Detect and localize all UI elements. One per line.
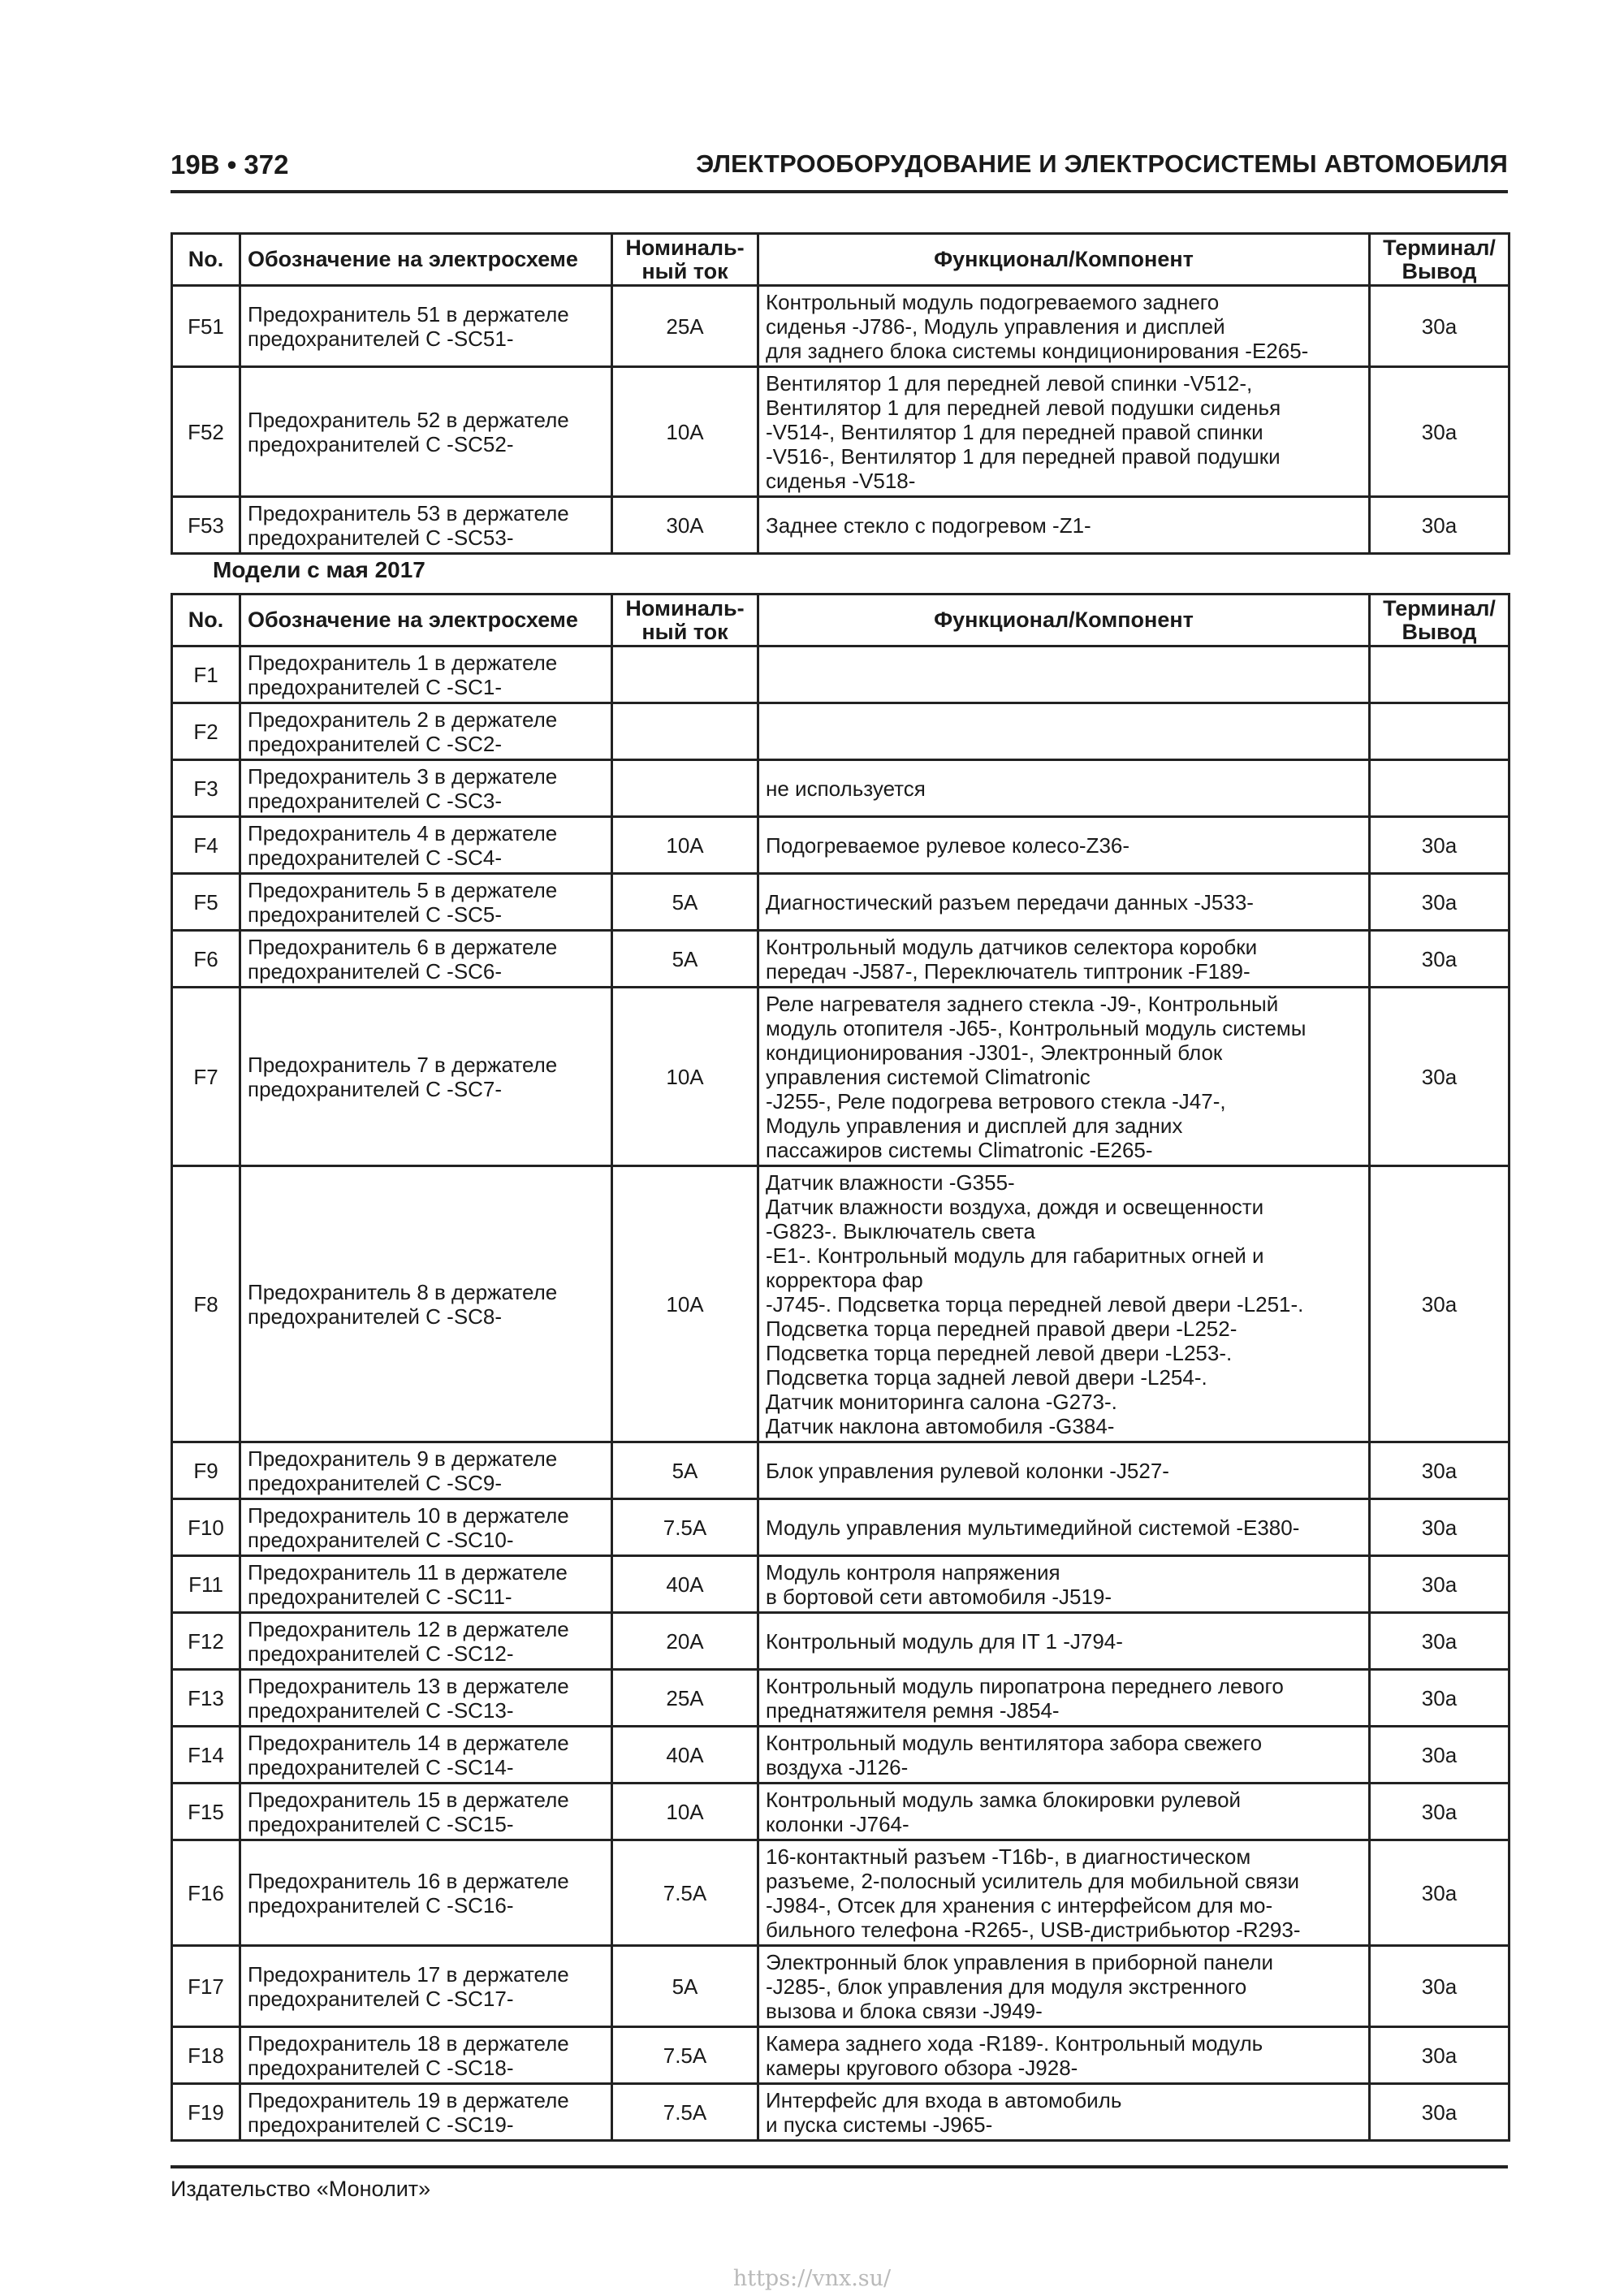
fuse-terminal [1370,703,1510,760]
fuse-function: Контрольный модуль датчиков селектора коробки передач -J587-, Переключатель типтроник -F189- [758,931,1370,988]
table-row [172,1946,1510,2027]
fuse-number: F4 [172,817,240,874]
fuse-terminal: 30a [1370,2084,1510,2141]
fuse-terminal: 30a [1370,817,1510,874]
table-row [172,1670,1510,1727]
table-row [172,286,1510,367]
fuse-designation: Предохранитель 10 в держателе предохранителей C -SC10- [240,1499,612,1556]
fuse-designation: Предохранитель 5 в держателе предохранителей C -SC5- [240,874,612,931]
col-current-header: Номиналь- ный ток [612,595,758,646]
fuse-number: F2 [172,703,240,760]
fuse-designation: Предохранитель 51 в держателе предохранителей C -SC51- [240,286,612,367]
fuse-function [758,646,1370,703]
fuse-current: 5A [612,1442,758,1499]
fuse-current: 5A [612,874,758,931]
fuse-terminal: 30a [1370,367,1510,497]
table-row [172,1784,1510,1840]
fuse-function: Подогреваемое рулевое колесо-Z36- [758,817,1370,874]
fuse-designation: Предохранитель 14 в держателе предохранителей C -SC14- [240,1727,612,1784]
fuse-designation: Предохранитель 17 в держателе предохранителей C -SC17- [240,1946,612,2027]
fuse-current: 7.5A [612,2027,758,2084]
table-row [172,817,1510,874]
fuse-designation: Предохранитель 2 в держателе предохранителей C -SC2- [240,703,612,760]
fuse-current: 40A [612,1556,758,1613]
fuse-designation: Предохранитель 16 в держателе предохранителей C -SC16- [240,1840,612,1946]
fuse-number: F14 [172,1727,240,1784]
col-function-header: Функционал/Компонент [758,234,1370,286]
fuse-function: Вентилятор 1 для передней левой спинки -V512-, Вентилятор 1 для передней левой подушки сиденья -V514-, Вентилятор 1 для передней правой спинки -V516-, Вентилятор 1 для передней правой подушки сиденья -V518- [758,367,1370,497]
table-row [172,703,1510,760]
fuse-function: Контрольный модуль подогреваемого заднего сиденья -J786-, Модуль управления и дисплей для заднего блока системы кондиционирования -E265- [758,286,1370,367]
table-header-row [172,595,1510,646]
table-row [172,1556,1510,1613]
fuse-number: F15 [172,1784,240,1840]
table-row [172,1442,1510,1499]
fuse-function: Заднее стекло с подогревом -Z1- [758,497,1370,554]
fuse-terminal: 30a [1370,1613,1510,1670]
watermark-url: https://vnx.su/ [732,2266,892,2291]
fuse-number: F5 [172,874,240,931]
col-designation-header: Обозначение на электросхеме [240,234,612,286]
fuse-current: 7.5A [612,1499,758,1556]
footer-rule [171,2165,1508,2168]
fuse-table-2 [171,593,1510,2142]
fuse-designation: Предохранитель 11 в держателе предохранителей C -SC11- [240,1556,612,1613]
page-title: ЭЛЕКТРООБОРУДОВАНИЕ И ЭЛЕКТРОСИСТЕМЫ АВТОМОБИЛЯ [696,149,1508,178]
fuse-function: Контрольный модуль вентилятора забора свежего воздуха -J126- [758,1727,1370,1784]
fuse-function: 16-контактный разъем -T16b-, в диагностическом разъеме, 2-полосный усилитель для мобильной связи -J984-, Отсек для хранения с интерфейсом для мо- бильного телефона -R265-, USB-дистрибьютор -R293- [758,1840,1370,1946]
fuse-current: 10A [612,1166,758,1442]
col-terminal-header: Терминал/ Вывод [1370,234,1510,286]
fuse-terminal: 30a [1370,1499,1510,1556]
fuse-number: F1 [172,646,240,703]
fuse-designation: Предохранитель 12 в держателе предохранителей C -SC12- [240,1613,612,1670]
fuse-function: Контрольный модуль пиропатрона переднего левого преднатяжителя ремня -J854- [758,1670,1370,1727]
fuse-terminal: 30a [1370,931,1510,988]
fuse-number: F16 [172,1840,240,1946]
fuse-designation: Предохранитель 8 в держателе предохранителей C -SC8- [240,1166,612,1442]
fuse-current: 10A [612,988,758,1166]
fuse-function: Блок управления рулевой колонки -J527- [758,1442,1370,1499]
fuse-terminal: 30a [1370,1166,1510,1442]
fuse-function: Датчик влажности -G355- Датчик влажности воздуха, дождя и освещенности -G823-. Выключатель света -E1-. Контрольный модуль для габаритных огней и корректора фар -J745-. Подсветка торца передней левой двери -L251-. Подсветка торца передней правой двери -L252- Подсветка торца передней левой двери -L253-. Подсветка торца задней левой двери -L254-. Датчик мониторинга салона -G273-. Датчик наклона автомобиля -G384- [758,1166,1370,1442]
fuse-terminal: 30a [1370,1946,1510,2027]
fuse-number: F13 [172,1670,240,1727]
table-row [172,760,1510,817]
fuse-number: F3 [172,760,240,817]
fuse-current: 5A [612,931,758,988]
fuse-current: 7.5A [612,1840,758,1946]
col-no-header: No. [172,234,240,286]
table-row [172,1840,1510,1946]
fuse-terminal: 30a [1370,1442,1510,1499]
table-row [172,1166,1510,1442]
fuse-terminal [1370,760,1510,817]
col-designation-header: Обозначение на электросхеме [240,595,612,646]
fuse-terminal: 30a [1370,497,1510,554]
fuse-designation: Предохранитель 52 в держателе предохранителей C -SC52- [240,367,612,497]
fuse-terminal: 30a [1370,2027,1510,2084]
fuse-terminal: 30a [1370,988,1510,1166]
fuse-terminal: 30a [1370,874,1510,931]
fuse-table-1 [171,232,1510,555]
fuse-number: F10 [172,1499,240,1556]
fuse-number: F51 [172,286,240,367]
table-row [172,2084,1510,2141]
fuse-number: F6 [172,931,240,988]
fuse-function: Контрольный модуль для IT 1 -J794- [758,1613,1370,1670]
table-row [172,367,1510,497]
fuse-number: F52 [172,367,240,497]
fuse-current: 10A [612,817,758,874]
page-number: 19B • 372 [171,149,289,179]
table-row [172,497,1510,554]
table-row [172,2027,1510,2084]
fuse-designation: Предохранитель 1 в держателе предохранителей C -SC1- [240,646,612,703]
fuse-function: Реле нагревателя заднего стекла -J9-, Контрольный модуль отопителя -J65-, Контрольный модуль системы кондиционирования -J301-, Электронный блок управления системой Climatronic -J255-, Реле подогрева ветрового стекла -J47-, Модуль управления и дисплей для задних пассажиров системы Climatronic -E265- [758,988,1370,1166]
fuse-number: F18 [172,2027,240,2084]
fuse-designation: Предохранитель 13 в держателе предохранителей C -SC13- [240,1670,612,1727]
col-terminal-header: Терминал/ Вывод [1370,595,1510,646]
fuse-number: F11 [172,1556,240,1613]
fuse-function: Модуль управления мультимедийной системой -E380- [758,1499,1370,1556]
fuse-terminal: 30a [1370,1784,1510,1840]
fuse-current: 30A [612,497,758,554]
page-header [171,145,1508,190]
fuse-terminal: 30a [1370,1556,1510,1613]
fuse-current [612,760,758,817]
fuse-designation: Предохранитель 3 в держателе предохранителей C -SC3- [240,760,612,817]
fuse-function [758,703,1370,760]
fuse-number: F7 [172,988,240,1166]
table-row [172,1613,1510,1670]
table-row [172,931,1510,988]
fuse-function: Электронный блок управления в приборной панели -J285-, блок управления для модуля экстренного вызова и блока связи -J949- [758,1946,1370,2027]
fuse-function: не используется [758,760,1370,817]
fuse-current [612,703,758,760]
publisher-name: Издательство «Монолит» [171,2177,431,2201]
fuse-number: F19 [172,2084,240,2141]
fuse-terminal: 30a [1370,1727,1510,1784]
fuse-current [612,646,758,703]
fuse-designation: Предохранитель 9 в держателе предохранителей C -SC9- [240,1442,612,1499]
fuse-designation: Предохранитель 4 в держателе предохранителей C -SC4- [240,817,612,874]
table-row [172,988,1510,1166]
fuse-current: 10A [612,1784,758,1840]
fuse-current: 20A [612,1613,758,1670]
fuse-terminal: 30a [1370,1840,1510,1946]
col-current-header: Номиналь- ный ток [612,234,758,286]
fuse-current: 25A [612,286,758,367]
fuse-function: Камера заднего хода -R189-. Контрольный модуль камеры кругового обзора -J928- [758,2027,1370,2084]
fuse-designation: Предохранитель 19 в держателе предохранителей C -SC19- [240,2084,612,2141]
fuse-current: 40A [612,1727,758,1784]
fuse-function: Контрольный модуль замка блокировки рулевой колонки -J764- [758,1784,1370,1840]
col-no-header: No. [172,595,240,646]
table-row [172,1499,1510,1556]
fuse-number: F8 [172,1166,240,1442]
fuse-number: F17 [172,1946,240,2027]
fuse-function: Модуль контроля напряжения в бортовой сети автомобиля -J519- [758,1556,1370,1613]
fuse-current: 7.5A [612,2084,758,2141]
table-row [172,874,1510,931]
fuse-designation: Предохранитель 6 в держателе предохранителей C -SC6- [240,931,612,988]
fuse-number: F12 [172,1613,240,1670]
fuse-current: 25A [612,1670,758,1727]
fuse-terminal: 30a [1370,1670,1510,1727]
section-subtitle: Модели с мая 2017 [213,557,425,582]
fuse-number: F53 [172,497,240,554]
fuse-current: 5A [612,1946,758,2027]
header-rule [171,190,1508,193]
fuse-function: Диагностический разъем передачи данных -J533- [758,874,1370,931]
table-row [172,1727,1510,1784]
table-header-row [172,234,1510,286]
fuse-designation: Предохранитель 53 в держателе предохранителей C -SC53- [240,497,612,554]
fuse-terminal [1370,646,1510,703]
fuse-function: Интерфейс для входа в автомобиль и пуска системы -J965- [758,2084,1370,2141]
col-function-header: Функционал/Компонент [758,595,1370,646]
fuse-designation: Предохранитель 7 в держателе предохранителей C -SC7- [240,988,612,1166]
table-row [172,646,1510,703]
fuse-number: F9 [172,1442,240,1499]
fuse-designation: Предохранитель 15 в держателе предохранителей C -SC15- [240,1784,612,1840]
fuse-current: 10A [612,367,758,497]
fuse-designation: Предохранитель 18 в держателе предохранителей C -SC18- [240,2027,612,2084]
fuse-terminal: 30a [1370,286,1510,367]
